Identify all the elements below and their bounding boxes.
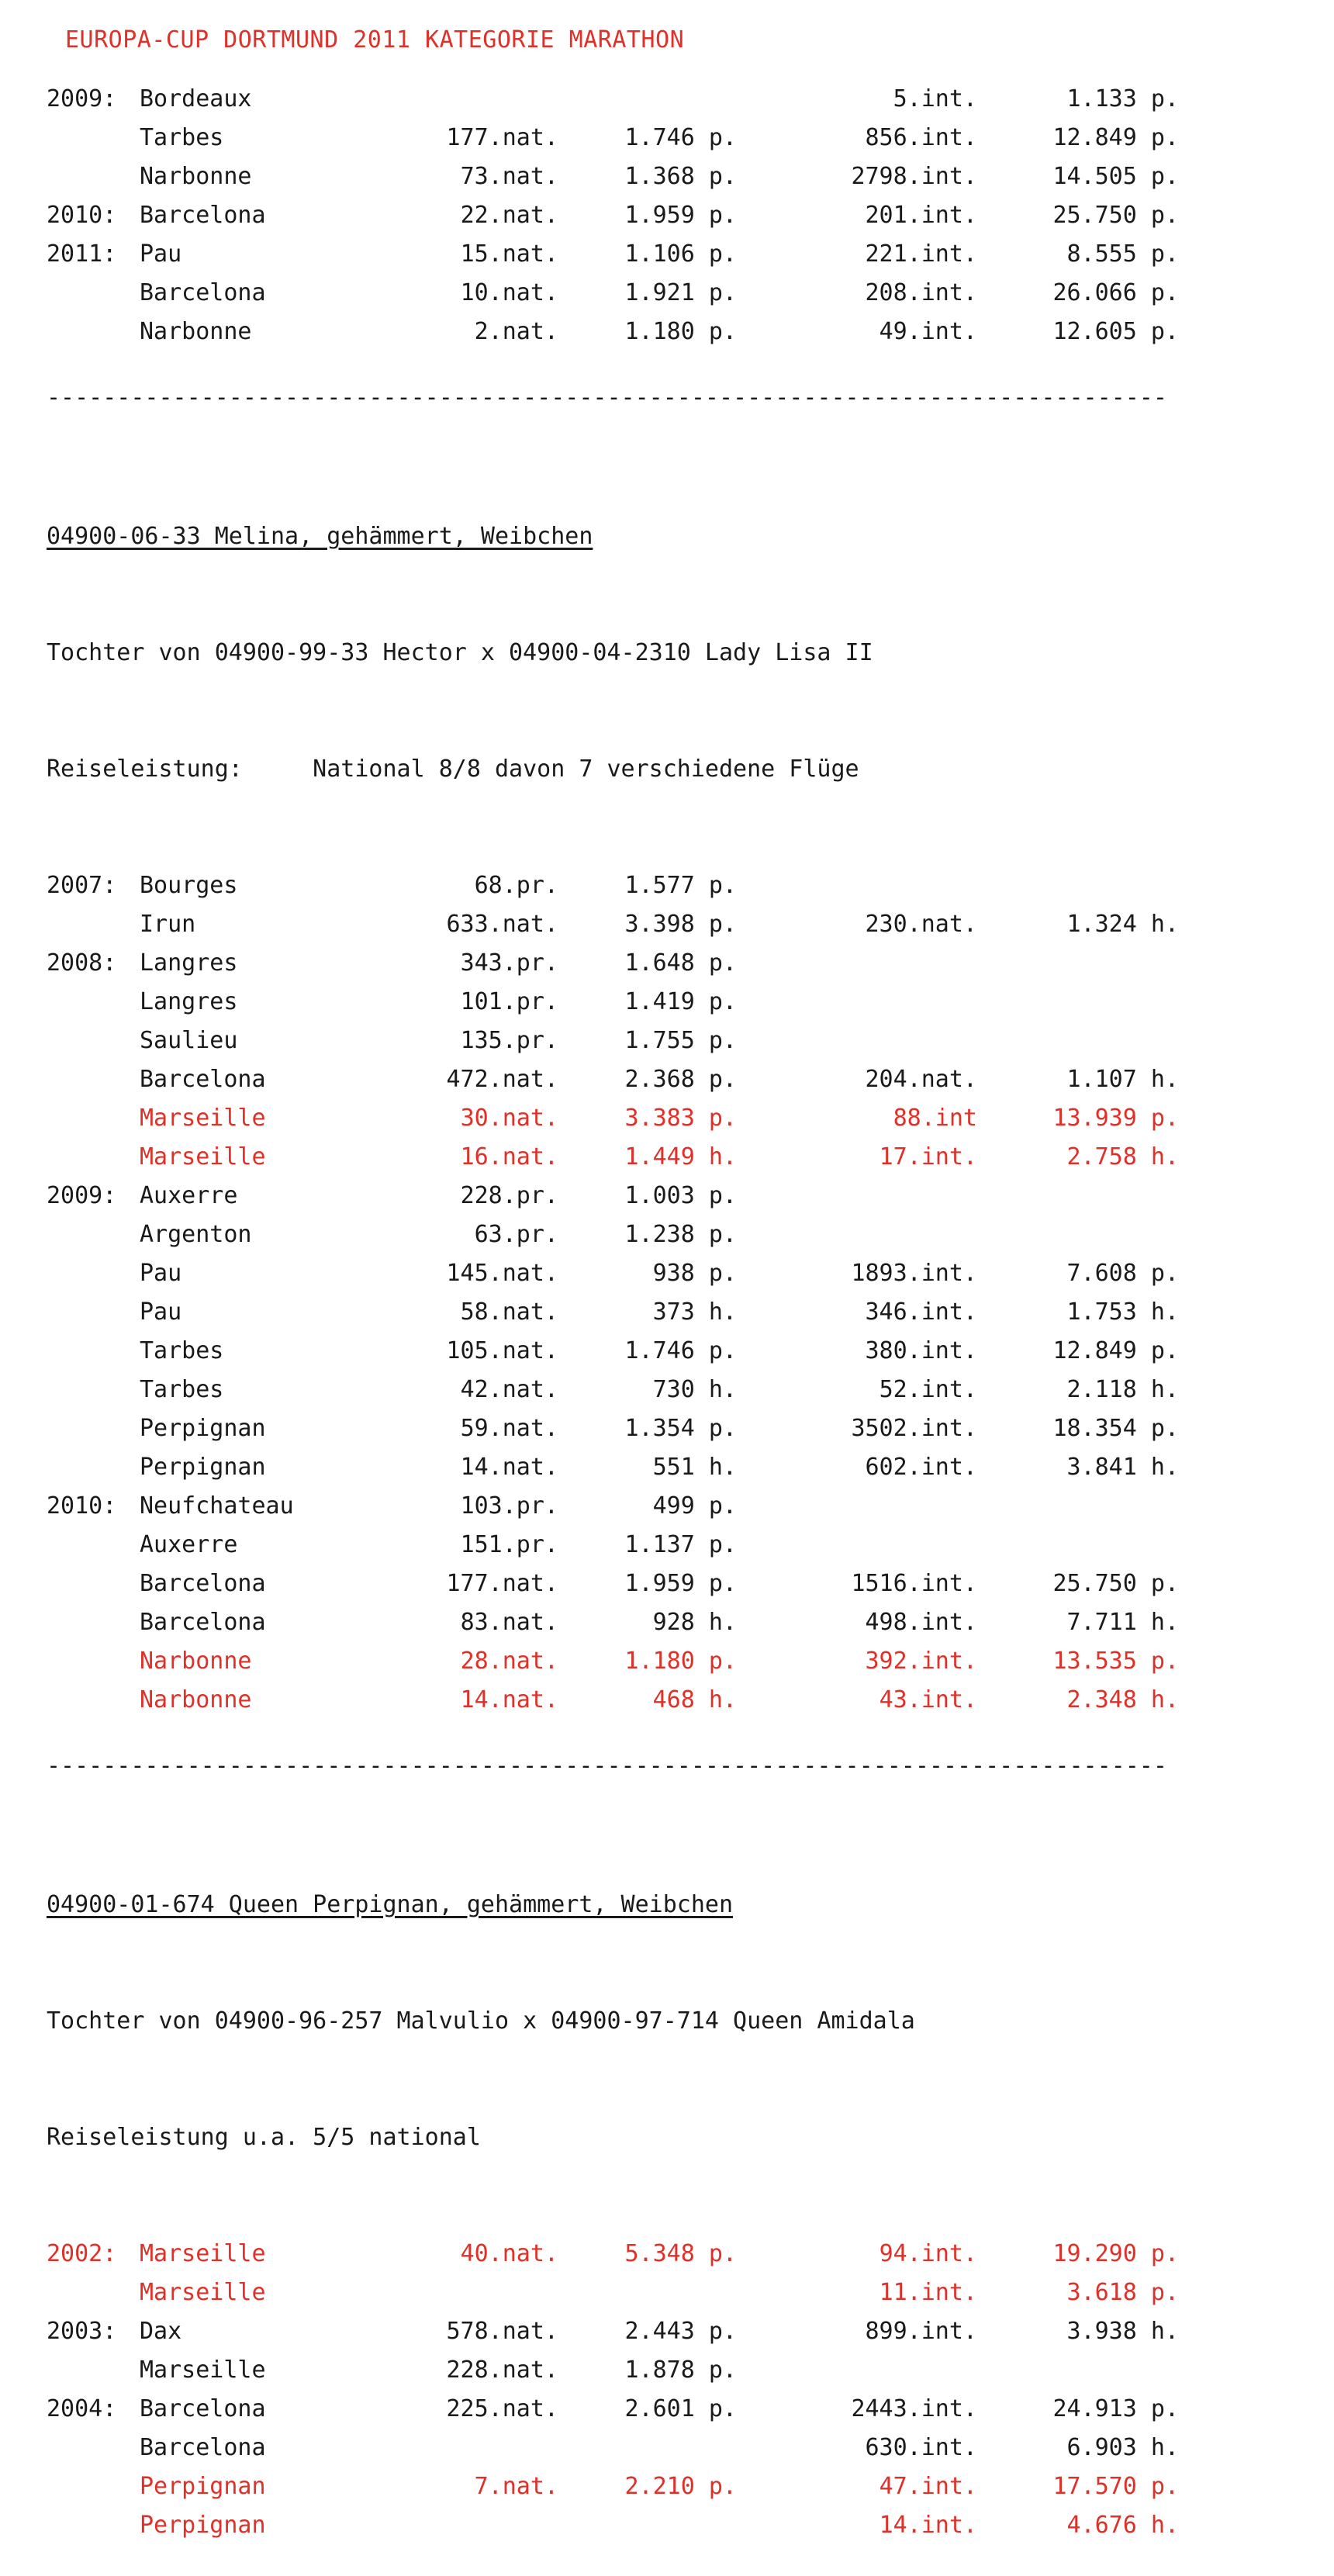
result-row: [47, 119, 1287, 157]
result-value-national: 3.383 p.: [624, 1105, 737, 1132]
pigeon-2-results-table: [47, 2235, 1287, 2545]
result-value-international: 3.841 h.: [1066, 1454, 1179, 1481]
result-value-international: 2.348 h.: [1066, 1686, 1179, 1713]
section-divider-1: --------------------------------------------------------------------------------: [47, 384, 1167, 411]
result-rank-national: 177.nat.: [446, 1570, 558, 1597]
result-row: [47, 983, 1287, 1022]
result-value-international: 1.753 h.: [1066, 1298, 1179, 1326]
result-value-national: 468 h.: [652, 1686, 737, 1713]
result-place: Saulieu: [140, 1027, 238, 1054]
result-row: [47, 1177, 1287, 1215]
result-value-international: 26.066 p.: [1052, 279, 1179, 306]
result-value-national: 1.648 p.: [624, 949, 737, 977]
result-place: Bordeaux: [140, 85, 252, 112]
result-place: Auxerre: [140, 1182, 238, 1209]
result-place: Marseille: [140, 2356, 266, 2384]
result-row: [47, 2506, 1287, 2545]
result-rank-national: 63.pr.: [474, 1221, 558, 1248]
result-place: Dax: [140, 2318, 182, 2345]
result-row: [47, 196, 1287, 235]
result-place: Perpignan: [140, 2512, 266, 2539]
result-rank-international: 94.int.: [879, 2240, 977, 2267]
pigeon-1-name: 04900-06-33 Melina, gehämmert, Weibchen: [47, 523, 593, 550]
result-place: Auxerre: [140, 1531, 238, 1558]
result-value-international: 2.118 h.: [1066, 1376, 1179, 1403]
result-place: Barcelona: [140, 1609, 266, 1636]
result-rank-international: 2798.int.: [851, 163, 977, 190]
result-place: Pau: [140, 240, 182, 268]
pigeon-1-header: [47, 440, 1287, 866]
result-place: Barcelona: [140, 1066, 266, 1093]
result-place: Narbonne: [140, 1686, 252, 1713]
result-rank-national: 15.nat.: [460, 240, 558, 268]
result-rank-international: 3502.int.: [851, 1415, 977, 1442]
result-rank-national: 472.nat.: [446, 1066, 558, 1093]
result-rank-international: 204.nat.: [865, 1066, 977, 1093]
result-rank-national: 42.nat.: [460, 1376, 558, 1403]
result-rank-international: 88.int: [893, 1105, 977, 1132]
result-value-international: 12.849 p.: [1052, 124, 1179, 151]
result-rank-national: 135.pr.: [460, 1027, 558, 1054]
result-value-international: 25.750 p.: [1052, 202, 1179, 229]
result-value-international: 25.750 p.: [1052, 1570, 1179, 1597]
result-row: [47, 80, 1287, 119]
result-value-national: 373 h.: [652, 1298, 737, 1326]
result-year: 2007:: [47, 872, 117, 899]
result-place: Tarbes: [140, 124, 224, 151]
result-row: [47, 1603, 1287, 1642]
result-row: [47, 1409, 1287, 1448]
result-row: [47, 1642, 1287, 1681]
result-row: [47, 2390, 1287, 2429]
result-value-international: 19.290 p.: [1052, 2240, 1179, 2267]
result-rank-international: 899.int.: [865, 2318, 977, 2345]
result-row: [47, 1526, 1287, 1565]
result-rank-national: 30.nat.: [460, 1105, 558, 1132]
pigeon-2-header: [47, 1808, 1287, 2235]
result-rank-national: 28.nat.: [460, 1648, 558, 1675]
result-value-international: 3.618 p.: [1066, 2279, 1179, 2306]
result-place: Barcelona: [140, 202, 266, 229]
result-value-international: 3.938 h.: [1066, 2318, 1179, 2345]
result-place: Marseille: [140, 1143, 266, 1170]
result-value-national: 2.443 p.: [624, 2318, 737, 2345]
result-row: [47, 944, 1287, 983]
page-title: EUROPA-CUP DORTMUND 2011 KATEGORIE MARATHON: [65, 26, 685, 54]
result-rank-international: 2443.int.: [851, 2395, 977, 2422]
result-rank-international: 49.int.: [879, 318, 977, 345]
result-row: [47, 1565, 1287, 1603]
result-value-international: 12.849 p.: [1052, 1337, 1179, 1364]
result-row: [47, 1487, 1287, 1526]
result-place: Tarbes: [140, 1376, 224, 1403]
result-place: Irun: [140, 911, 196, 938]
result-row: [47, 2429, 1287, 2467]
result-value-national: 1.003 p.: [624, 1182, 737, 1209]
result-rank-international: 52.int.: [879, 1376, 977, 1403]
result-rank-national: 59.nat.: [460, 1415, 558, 1442]
result-rank-international: 14.int.: [879, 2512, 977, 2539]
result-place: Pau: [140, 1260, 182, 1287]
result-rank-international: 47.int.: [879, 2473, 977, 2500]
result-value-national: 730 h.: [652, 1376, 737, 1403]
result-value-national: 1.137 p.: [624, 1531, 737, 1558]
result-value-international: 13.535 p.: [1052, 1648, 1179, 1675]
result-place: Barcelona: [140, 1570, 266, 1597]
result-place: Barcelona: [140, 2434, 266, 2461]
result-place: Narbonne: [140, 163, 252, 190]
result-value-national: 1.755 p.: [624, 1027, 737, 1054]
result-value-national: 1.577 p.: [624, 872, 737, 899]
result-value-national: 1.449 h.: [624, 1143, 737, 1170]
result-rank-international: 602.int.: [865, 1454, 977, 1481]
result-row: [47, 1293, 1287, 1332]
result-row: [47, 1099, 1287, 1138]
pigeon-2-parents: Tochter von 04900-96-257 Malvulio x 04900-97-714 Queen Amidala: [47, 2007, 915, 2035]
result-value-national: 928 h.: [652, 1609, 737, 1636]
result-rank-international: 17.int.: [879, 1143, 977, 1170]
result-value-international: 14.505 p.: [1052, 163, 1179, 190]
result-year: 2009:: [47, 85, 117, 112]
result-value-international: 1.133 p.: [1066, 85, 1179, 112]
result-value-international: 8.555 p.: [1066, 240, 1179, 268]
result-place: Pau: [140, 1298, 182, 1326]
result-value-national: 2.210 p.: [624, 2473, 737, 2500]
result-place: Perpignan: [140, 2473, 266, 2500]
result-year: 2010:: [47, 1492, 117, 1520]
result-rank-national: 10.nat.: [460, 279, 558, 306]
result-value-international: 4.676 h.: [1066, 2512, 1179, 2539]
result-rank-national: 103.pr.: [460, 1492, 558, 1520]
result-value-national: 3.398 p.: [624, 911, 737, 938]
result-rank-international: 201.int.: [865, 202, 977, 229]
result-value-international: 17.570 p.: [1052, 2473, 1179, 2500]
result-value-national: 1.746 p.: [624, 1337, 737, 1364]
pigeon-1-parents: Tochter von 04900-99-33 Hector x 04900-04-2310 Lady Lisa II: [47, 639, 873, 666]
result-rank-national: 578.nat.: [446, 2318, 558, 2345]
result-value-international: 24.913 p.: [1052, 2395, 1179, 2422]
result-rank-national: 101.pr.: [460, 988, 558, 1015]
result-value-international: 18.354 p.: [1052, 1415, 1179, 1442]
result-rank-international: 856.int.: [865, 124, 977, 151]
result-rank-international: 392.int.: [865, 1648, 977, 1675]
result-row: [47, 1254, 1287, 1293]
result-rank-national: 7.nat.: [474, 2473, 558, 2500]
result-row: [47, 1332, 1287, 1371]
result-place: Barcelona: [140, 2395, 266, 2422]
top-results-table: [47, 80, 1287, 351]
result-rank-national: 2.nat.: [474, 318, 558, 345]
result-row: [47, 1681, 1287, 1720]
result-rank-international: 498.int.: [865, 1609, 977, 1636]
result-rank-national: 40.nat.: [460, 2240, 558, 2267]
result-value-national: 499 p.: [652, 1492, 737, 1520]
result-value-international: 2.758 h.: [1066, 1143, 1179, 1170]
result-year: 2008:: [47, 949, 117, 977]
result-rank-national: 68.pr.: [474, 872, 558, 899]
result-value-national: 551 h.: [652, 1454, 737, 1481]
result-rank-international: 221.int.: [865, 240, 977, 268]
result-value-national: 1.878 p.: [624, 2356, 737, 2384]
result-row: [47, 1022, 1287, 1060]
result-row: [47, 235, 1287, 274]
result-row: [47, 1138, 1287, 1177]
section-divider-2: --------------------------------------------------------------------------------: [47, 1752, 1167, 1779]
result-place: Argenton: [140, 1221, 252, 1248]
result-value-national: 1.959 p.: [624, 1570, 737, 1597]
result-value-national: 1.368 p.: [624, 163, 737, 190]
result-value-national: 938 p.: [652, 1260, 737, 1287]
result-row: [47, 866, 1287, 905]
result-year: 2004:: [47, 2395, 117, 2422]
result-place: Perpignan: [140, 1415, 266, 1442]
result-rank-international: 1893.int.: [851, 1260, 977, 1287]
result-rank-national: 83.nat.: [460, 1609, 558, 1636]
result-value-international: 7.711 h.: [1066, 1609, 1179, 1636]
result-rank-national: 177.nat.: [446, 124, 558, 151]
result-year: 2011:: [47, 240, 117, 268]
result-row: [47, 2351, 1287, 2390]
result-row: [47, 2312, 1287, 2351]
result-rank-national: 343.pr.: [460, 949, 558, 977]
result-value-national: 1.746 p.: [624, 124, 737, 151]
result-rank-international: 43.int.: [879, 1686, 977, 1713]
result-rank-international: 630.int.: [865, 2434, 977, 2461]
result-year: 2009:: [47, 1182, 117, 1209]
result-rank-international: 5.int.: [893, 85, 977, 112]
result-rank-international: 380.int.: [865, 1337, 977, 1364]
result-value-national: 1.238 p.: [624, 1221, 737, 1248]
result-row: [47, 1448, 1287, 1487]
result-row: [47, 1060, 1287, 1099]
result-row: [47, 1215, 1287, 1254]
result-rank-national: 225.nat.: [446, 2395, 558, 2422]
result-value-national: 2.368 p.: [624, 1066, 737, 1093]
pigeon-2-performance: Reiseleistung u.a. 5/5 national: [47, 2124, 481, 2151]
result-rank-international: 208.int.: [865, 279, 977, 306]
result-row: [47, 274, 1287, 313]
result-rank-national: 16.nat.: [460, 1143, 558, 1170]
result-value-national: 1.419 p.: [624, 988, 737, 1015]
result-value-national: 1.921 p.: [624, 279, 737, 306]
result-value-international: 13.939 p.: [1052, 1105, 1179, 1132]
result-rank-national: 14.nat.: [460, 1686, 558, 1713]
result-value-national: 1.354 p.: [624, 1415, 737, 1442]
result-place: Marseille: [140, 2279, 266, 2306]
result-value-international: 7.608 p.: [1066, 1260, 1179, 1287]
result-place: Bourges: [140, 872, 238, 899]
result-rank-international: 230.nat.: [865, 911, 977, 938]
result-place: Langres: [140, 988, 238, 1015]
result-rank-national: 105.nat.: [446, 1337, 558, 1364]
result-rank-international: 1516.int.: [851, 1570, 977, 1597]
result-row: [47, 2467, 1287, 2506]
result-rank-national: 73.nat.: [460, 163, 558, 190]
pigeon-1-results-table: [47, 866, 1287, 1720]
result-rank-national: 22.nat.: [460, 202, 558, 229]
result-value-international: 1.324 h.: [1066, 911, 1179, 938]
pigeon-2-name: 04900-01-674 Queen Perpignan, gehämmert, Weibchen: [47, 1891, 734, 1918]
result-rank-international: 346.int.: [865, 1298, 977, 1326]
result-value-international: 12.605 p.: [1052, 318, 1179, 345]
result-place: Langres: [140, 949, 238, 977]
result-row: [47, 1371, 1287, 1409]
result-rank-national: 228.pr.: [460, 1182, 558, 1209]
result-place: Tarbes: [140, 1337, 224, 1364]
result-value-national: 1.106 p.: [624, 240, 737, 268]
result-value-national: 2.601 p.: [624, 2395, 737, 2422]
result-rank-national: 633.nat.: [446, 911, 558, 938]
result-value-international: 1.107 h.: [1066, 1066, 1179, 1093]
result-row: [47, 157, 1287, 196]
result-value-international: 6.903 h.: [1066, 2434, 1179, 2461]
result-value-national: 1.180 p.: [624, 318, 737, 345]
result-row: [47, 2235, 1287, 2273]
result-place: Perpignan: [140, 1454, 266, 1481]
result-rank-national: 58.nat.: [460, 1298, 558, 1326]
result-rank-national: 151.pr.: [460, 1531, 558, 1558]
result-place: Neufchateau: [140, 1492, 294, 1520]
result-year: 2010:: [47, 202, 117, 229]
result-place: Marseille: [140, 2240, 266, 2267]
result-place: Marseille: [140, 1105, 266, 1132]
result-rank-national: 145.nat.: [446, 1260, 558, 1287]
result-year: 2002:: [47, 2240, 117, 2267]
result-value-national: 1.180 p.: [624, 1648, 737, 1675]
result-row: [47, 2273, 1287, 2312]
result-rank-national: 228.nat.: [446, 2356, 558, 2384]
result-rank-international: 11.int.: [879, 2279, 977, 2306]
result-year: 2003:: [47, 2318, 117, 2345]
result-value-national: 1.959 p.: [624, 202, 737, 229]
result-value-national: 5.348 p.: [624, 2240, 737, 2267]
result-place: Narbonne: [140, 1648, 252, 1675]
result-rank-national: 14.nat.: [460, 1454, 558, 1481]
pigeon-1-performance: Reiseleistung: National 8/8 davon 7 verschiedene Flüge: [47, 756, 859, 783]
result-row: [47, 905, 1287, 944]
result-row: [47, 313, 1287, 351]
result-place: Narbonne: [140, 318, 252, 345]
result-place: Barcelona: [140, 279, 266, 306]
